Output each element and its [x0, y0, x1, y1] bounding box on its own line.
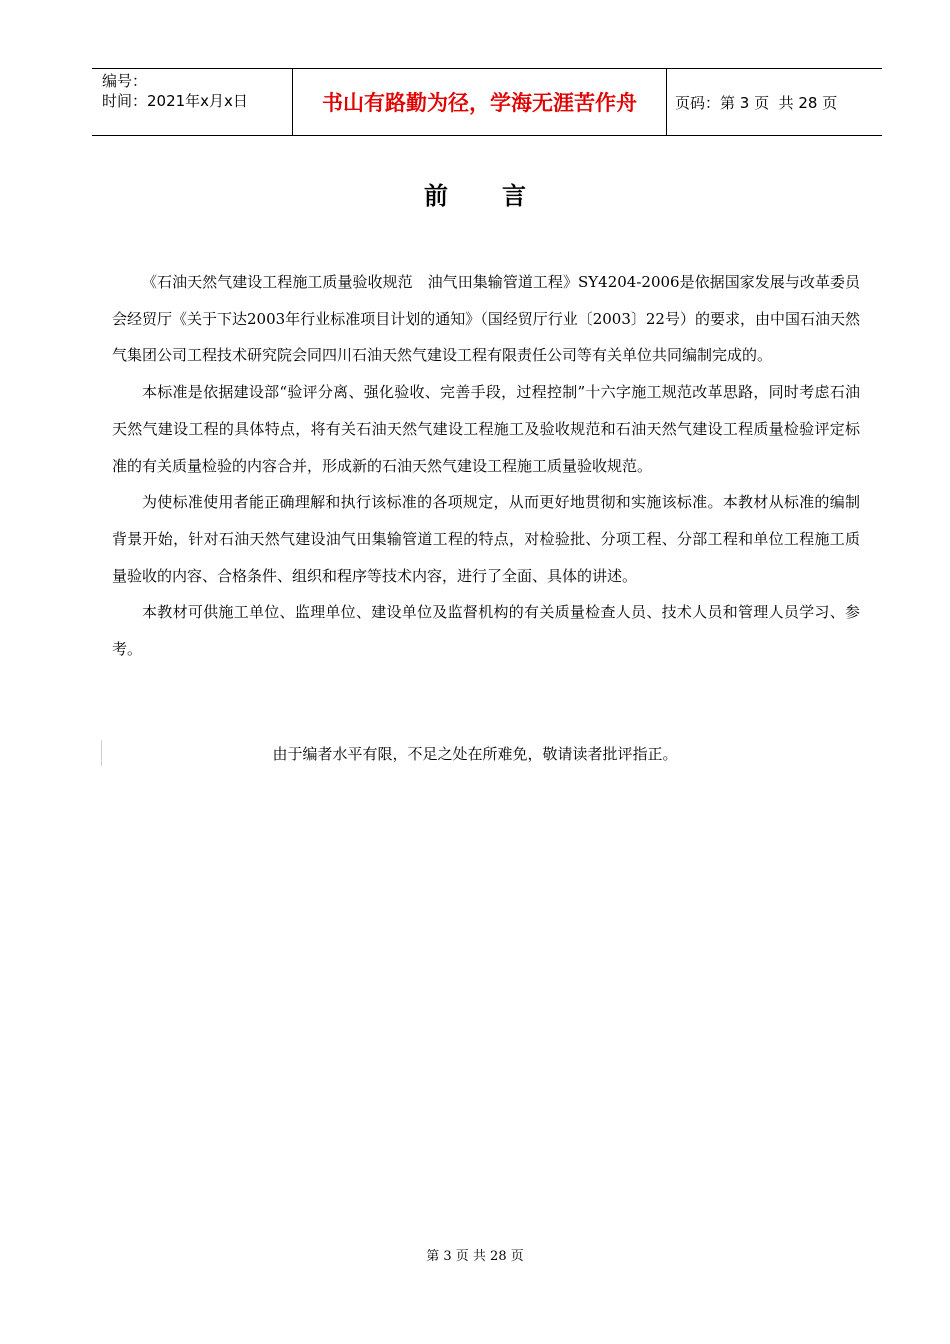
preface-body: [112, 264, 860, 668]
closing-note: 由于编者水平有限，不足之处在所难免，敬请读者批评指正。: [272, 745, 678, 763]
page-footer: 第 3 页 共 28 页: [426, 1249, 524, 1264]
page-header: [92, 68, 882, 136]
header-page-info: 页码：第 3 页 共 28 页: [675, 93, 838, 112]
paragraph: 为使标准使用者能正确理解和执行该标准的各项规定，从而更好地贯彻和实施该标准。本教材从标准的编制背景开始，针对石油天然气建设油气田集输管道工程的特点，对检验批、分项工程、分部工程和单位工程施工质量验收的内容、合格条件、组织和程序等技术内容，进行了全面、具体的讲述。: [112, 493, 860, 585]
header-divider: [666, 69, 667, 135]
paragraph: 《石油天然气建设工程施工质量验收规范 油气田集输管道工程》SY4204-2006是依据国家发展与改革委员会经贸厅《关于下达2003年行业标准项目计划的通知》（国经贸厅行业〔2003〕22号）的要求，由中国石油天然气集团公司工程技术研究院会同四川石油天然气建设工程有限责任公司等有关单位共同编制完成的。: [112, 273, 860, 365]
header-motto: 书山有路勤为径，学海无涯苦作舟: [322, 91, 637, 115]
paragraph: 本标准是依据建设部“验评分离、强化验收、完善手段，过程控制”十六字施工规范改革思路，同时考虑石油天然气建设工程的具体特点，将有关石油天然气建设工程施工及验收规范和石油天然气建设工程质量检验评定标准的有关质量检验的内容合并，形成新的石油天然气建设工程施工质量验收规范。: [112, 383, 860, 475]
header-meta: [102, 71, 292, 111]
document-number-label: 编号：: [102, 72, 148, 90]
paragraph: 本教材可供施工单位、监理单位、建设单位及监督机构的有关质量检查人员、技术人员和管理人员学习、参考。: [112, 603, 860, 659]
document-time-label: 时间：2021年x月x日: [102, 92, 248, 110]
page-title: 前言: [424, 182, 580, 210]
